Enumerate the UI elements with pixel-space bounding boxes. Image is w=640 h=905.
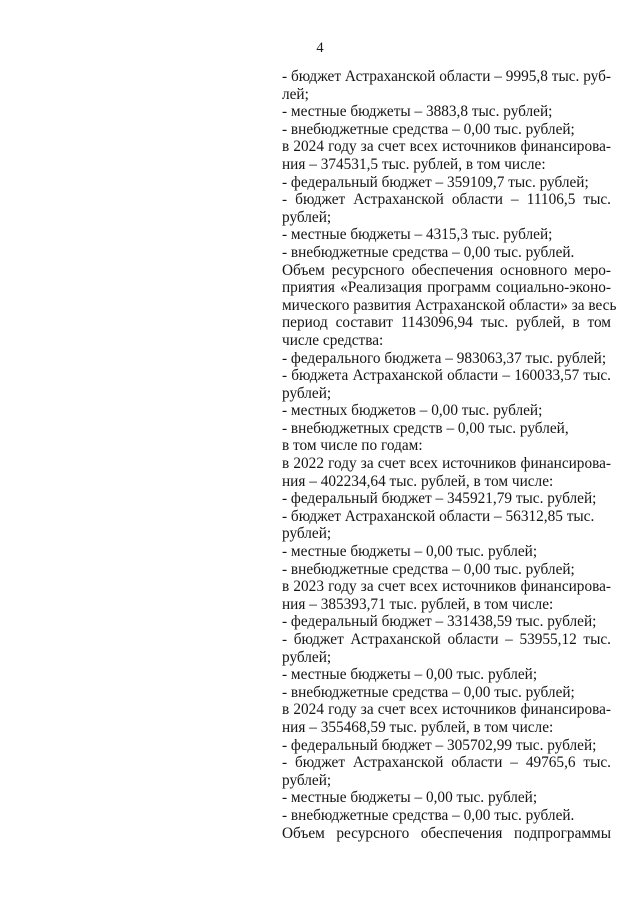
text-line: рублей; bbox=[282, 384, 332, 402]
text-line: - бюджет Астраханской области – 11106,5 тыс. bbox=[282, 191, 611, 209]
text-line: лей; bbox=[282, 85, 309, 103]
text-line: - внебюджетные средства – 0,00 тыс. рублей. bbox=[282, 243, 575, 261]
text-line: Объем ресурсного обеспечения основного меро- bbox=[282, 261, 611, 279]
text-line: рублей; bbox=[282, 648, 332, 666]
text-line: - внебюджетные средства – 0,00 тыс. рублей; bbox=[282, 683, 575, 701]
text-line: - бюджет Астраханской области – 53955,12 тыс. bbox=[282, 631, 611, 648]
text-line: мического развития Астраханской области» за весь bbox=[282, 296, 617, 314]
text-line: ния – 374531,5 тыс. рублей, в том числе: bbox=[282, 155, 546, 173]
text-line: период составит 1143096,94 тыс. рублей, в том bbox=[282, 314, 611, 332]
text-line: - федеральный бюджет – 331438,59 тыс. рублей; bbox=[282, 613, 597, 631]
text-line: - бюджета Астраханской области – 160033,57 тыс. bbox=[282, 367, 611, 385]
text-line: - федеральный бюджет – 345921,79 тыс. рублей; bbox=[282, 490, 597, 508]
text-line: - внебюджетные средства – 0,00 тыс. рублей; bbox=[282, 560, 575, 578]
text-line: в 2024 году за счет всех источников финансирова- bbox=[282, 701, 611, 719]
text-line: рублей; bbox=[282, 525, 332, 543]
text-line: в 2024 году за счет всех источников финансирова- bbox=[282, 138, 611, 156]
text-line: - внебюджетные средства – 0,00 тыс. рублей; bbox=[282, 120, 575, 138]
text-line: приятия «Реализация программ социально-эконо- bbox=[282, 279, 611, 297]
text-line: - бюджет Астраханской области – 9995,8 тыс. руб- bbox=[282, 68, 611, 85]
text-line: ния – 355468,59 тыс. рублей, в том числе: bbox=[282, 718, 554, 736]
text-line: в 2023 году за счет всех источников финансирова- bbox=[282, 578, 611, 596]
text-line: - внебюджетные средства – 0,00 тыс. рублей. bbox=[282, 806, 575, 824]
text-line: - местных бюджетов – 0,00 тыс. рублей; bbox=[282, 402, 543, 420]
text-line: Объем ресурсного обеспечения подпрограммы bbox=[282, 824, 611, 842]
text-line: рублей; bbox=[282, 208, 332, 226]
text-line: - местные бюджеты – 4315,3 тыс. рублей; bbox=[282, 226, 553, 244]
text-line: - местные бюджеты – 3883,8 тыс. рублей; bbox=[282, 103, 553, 121]
text-line: ния – 385393,71 тыс. рублей, в том числе: bbox=[282, 595, 554, 613]
text-line: - местные бюджеты – 0,00 тыс. рублей; bbox=[282, 666, 538, 684]
text-line: рублей; bbox=[282, 771, 332, 789]
text-line: - бюджет Астраханской области – 49765,6 тыс. bbox=[282, 754, 611, 772]
page-number: 4 bbox=[316, 40, 324, 56]
text-line: - федерального бюджета – 983063,37 тыс. рублей; bbox=[282, 349, 607, 367]
text-line: числе средства: bbox=[282, 331, 384, 349]
text-line: - местные бюджеты – 0,00 тыс. рублей; bbox=[282, 543, 538, 561]
text-line: - федеральный бюджет – 359109,7 тыс. рублей; bbox=[282, 173, 589, 191]
body-text bbox=[282, 68, 617, 842]
text-line: в 2022 году за счет всех источников финансирова- bbox=[282, 455, 611, 473]
text-line: в том числе по годам: bbox=[282, 437, 423, 455]
text-line: ния – 402234,64 тыс. рублей, в том числе: bbox=[282, 472, 554, 490]
text-line: - внебюджетных средств – 0,00 тыс. рублей, bbox=[282, 419, 569, 437]
text-line: - местные бюджеты – 0,00 тыс. рублей; bbox=[282, 789, 538, 807]
text-line: - федеральный бюджет – 305702,99 тыс. рублей; bbox=[282, 736, 597, 754]
text-line: - бюджет Астраханской области – 56312,85 тыс. bbox=[282, 507, 595, 525]
